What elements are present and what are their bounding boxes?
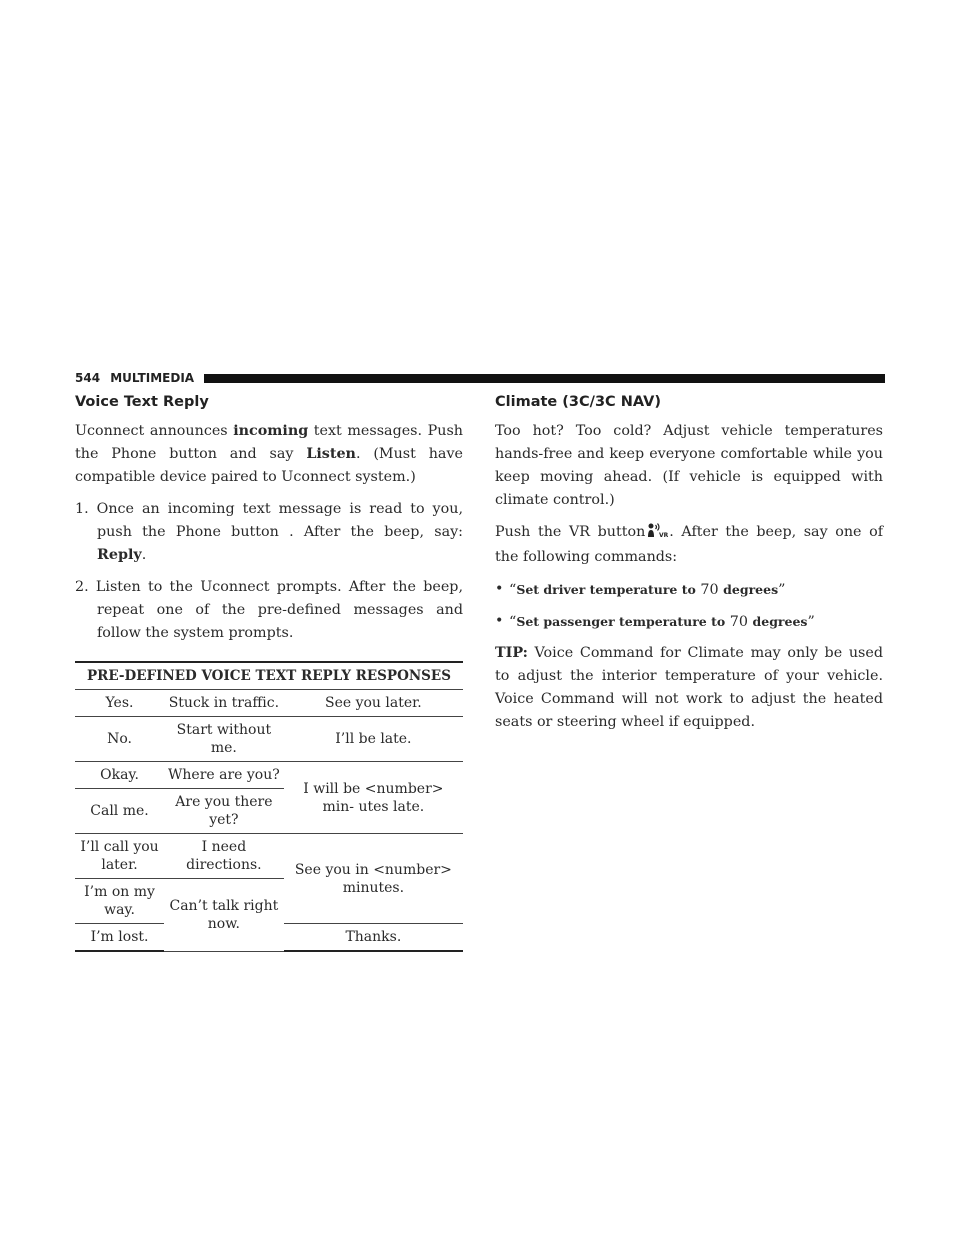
responses-table (75, 661, 463, 952)
climate-intro: Too hot? Too cold? Adjust vehicle temperatures hands-free and keep everyone comfortable while you keep moving ahead. (If vehicle is equipped with climate control.) (495, 423, 883, 508)
table-cell: Are you there yet? (164, 789, 284, 834)
table-cell: Thanks. (284, 924, 463, 952)
header-rule (204, 374, 885, 383)
table-cell: I’ll call you later. (75, 834, 164, 879)
table-cell: Stuck in traffic. (164, 690, 284, 717)
right-column (495, 392, 883, 743)
section-title: MULTIMEDIA (110, 371, 195, 385)
voice-text-reply-heading: Voice Text Reply (75, 394, 209, 410)
table-cell: Okay. (75, 762, 164, 789)
left-column (75, 392, 463, 952)
page-number: 544 (75, 371, 101, 385)
push-vr-paragraph: Push the VR button VR . After the beep, say one of the following commands: (495, 524, 883, 565)
table-cell: I’ll be late. (284, 717, 463, 762)
table-cell: I’m lost. (75, 924, 164, 952)
table-cell: Where are you? (164, 762, 284, 789)
command-item: • “Set driver temperature to 70 degrees” (495, 581, 786, 598)
page-header (75, 370, 885, 386)
table-cell: I need directions. (164, 834, 284, 879)
voice-recognition-icon (646, 522, 668, 546)
table-cell: See you later. (284, 690, 463, 717)
step-1: 1. Once an incoming text message is read to you, push the Phone button . After the beep, say: Reply. (75, 501, 463, 563)
table-cell: Call me. (75, 789, 164, 834)
responses-table-header: PRE-DEFINED VOICE TEXT REPLY RESPONSES (75, 662, 463, 690)
table-cell: Start without me. (164, 717, 284, 762)
command-item: • “Set passenger temperature to 70 degrees” (495, 613, 815, 630)
table-cell: Can’t talk right now. (164, 879, 284, 952)
table-cell: Yes. (75, 690, 164, 717)
svg-text:VR: VR (659, 532, 669, 538)
table-cell: I will be <number> min- utes late. (284, 762, 463, 834)
table-cell: No. (75, 717, 164, 762)
climate-heading: Climate (3C/3C NAV) (495, 394, 661, 410)
table-cell: See you in <number> minutes. (284, 834, 463, 924)
step-2: 2. Listen to the Uconnect prompts. After the beep, repeat one of the pre-defined messages and follow the system prompts. (75, 579, 463, 641)
tip-paragraph: TIP: Voice Command for Climate may only be used to adjust the interior temperature of your vehicle. Voice Command will not work to adjust the heated seats or steering wheel if equipped. (495, 645, 883, 730)
voice-text-reply-intro: Uconnect announces incoming text messages. Push the Phone button and say Listen. (Must have compatible device paired to Uconnect system.) (75, 423, 463, 485)
table-cell: I’m on my way. (75, 879, 164, 924)
